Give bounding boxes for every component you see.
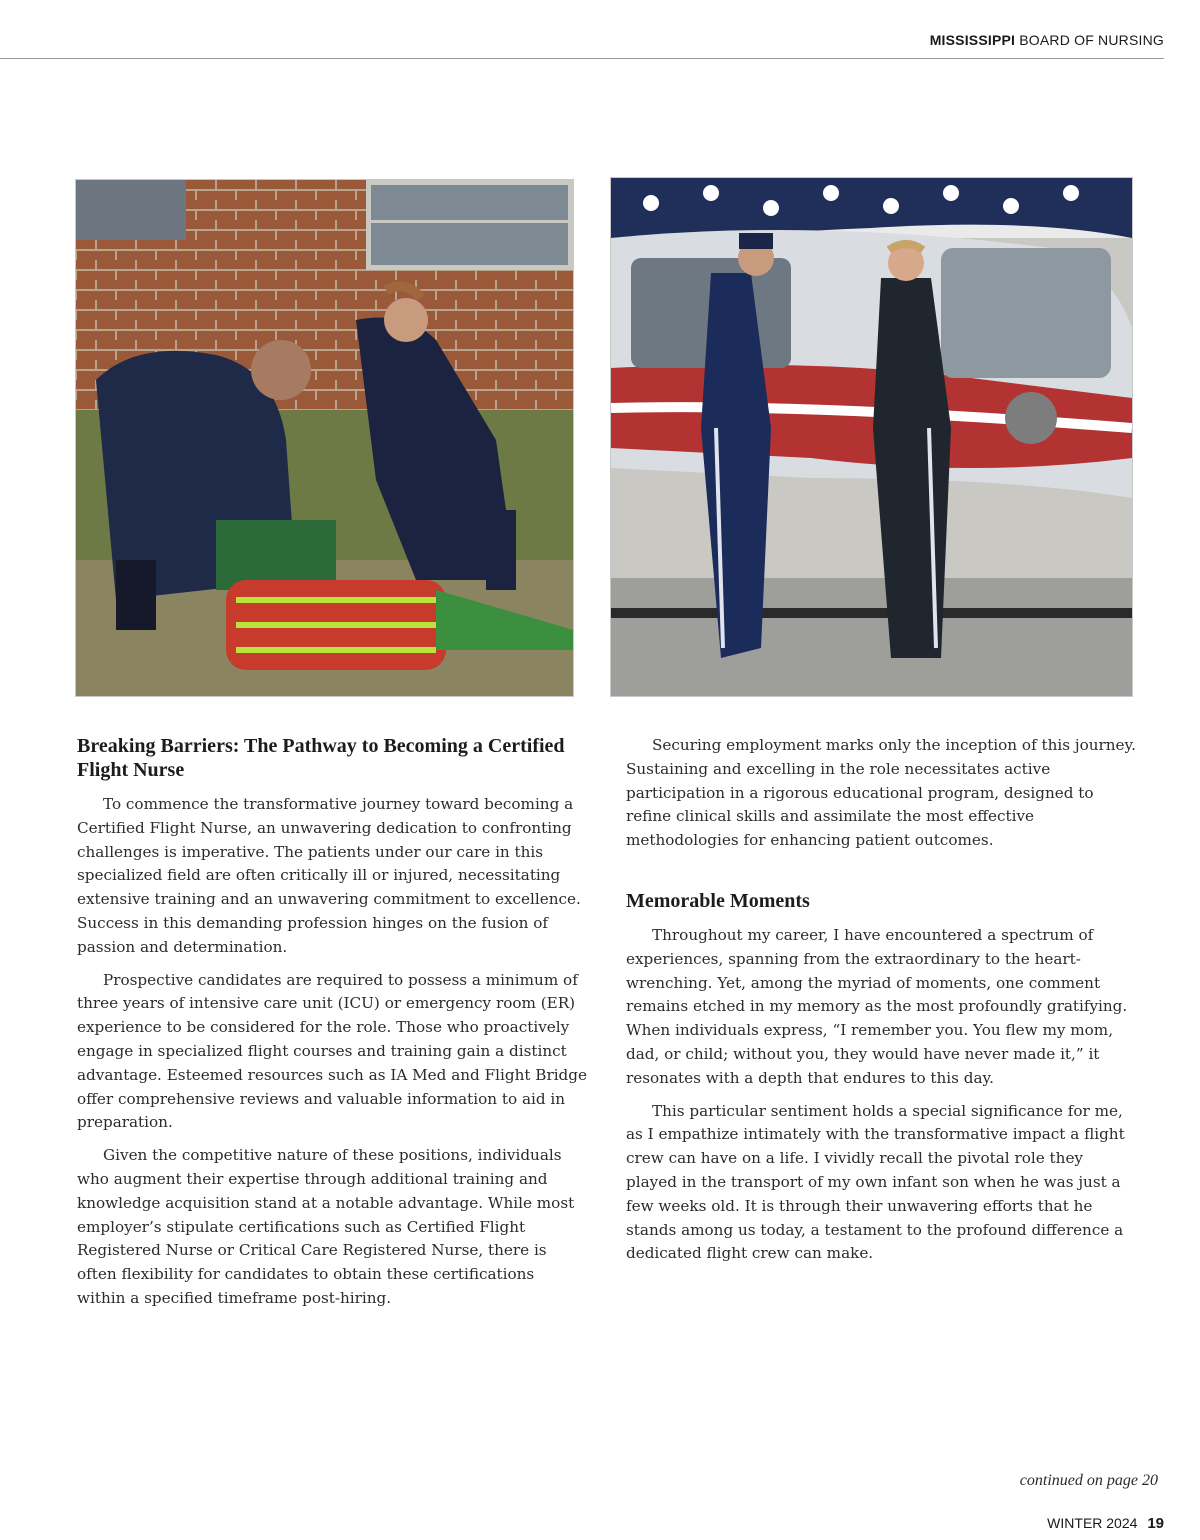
paragraph: Given the competitive nature of these positions, individuals who augment their expertise through additional training and knowledge acquisition stand at a notable advantage. While most employer’s stipulate certifications such as Certified Flight Registered Nurse or Critical Care Registered Nurse, there is often flexibility for candidates to obtain these certifications within a specified timeframe post-hiring. (77, 1146, 575, 1307)
paragraph: This particular sentiment holds a special significance for me, as I empathize intimately with the transformative impact a flight crew can have on a life. I vividly recall the pivotal role they played in the transport of my own infant son when he was just a few weeks old. It is through their unwavering efforts that he stands among us today, a testament to the profound difference a dedicated flight crew can make. (626, 1101, 1125, 1263)
page-header (930, 32, 1164, 48)
left-column (77, 734, 587, 1320)
photo-crew-helicopter (610, 177, 1133, 697)
section-heading-memorable-moments: Memorable Moments (626, 889, 810, 912)
header-org-rest: BOARD OF NURSING (1019, 32, 1164, 48)
photo-nurses-illustration (76, 180, 573, 696)
paragraph: To commence the transformative journey toward becoming a Certified Flight Nurse, an unwavering dedication to confronting challenges is imperative. The patients under our care in this specialized field are often critically ill or injured, necessitating extensive training and an unwavering commitment to excellence. Success in this demanding profession hinges on the fusion of passion and determination. (77, 795, 581, 956)
header-org-bold: MISSISSIPPI (929, 32, 1016, 48)
photo-nurses-medical-bags (75, 179, 574, 697)
paragraph: Prospective candidates are required to possess a minimum of three years of intensive care unit (ICU) or emergency room (ER) experience to be considered for the role. Those who proactively engage in specialized flight courses and training gain a distinct advantage. Esteemed resources such as IA Med and Flight Bridge offer comprehensive reviews and valuable information to aid in preparation. (77, 970, 587, 1132)
continued-note: continued on page 20 (1019, 1472, 1158, 1489)
right-column (626, 734, 1138, 1275)
paragraph: Throughout my career, I have encountered a spectrum of experiences, spanning from the extraordinary to the heart-wrenching. Yet, among the myriad of moments, one comment remains etched in my memory as the most profoundly gratifying. When individuals express, “I remember you. You flew my mom, dad, or child; without you, they would have never made it,” it resonates with a depth that endures to this day. (626, 925, 1128, 1087)
paragraph: Securing employment marks only the inception of this journey. Sustaining and excelling in the role necessitates active participation in a rigorous educational program, designed to refine clinical skills and assimilate the most effective methodologies for enhancing patient outcomes. (626, 736, 1136, 850)
issue-label: WINTER 2024 (1047, 1515, 1138, 1531)
page-footer (1047, 1515, 1164, 1532)
header-divider (0, 58, 1164, 59)
section-heading-breaking-barriers: Breaking Barriers: The Pathway to Becoming a Certified Flight Nurse (77, 735, 565, 781)
page-number: 19 (1147, 1515, 1164, 1532)
photo-helicopter-illustration (611, 178, 1132, 696)
